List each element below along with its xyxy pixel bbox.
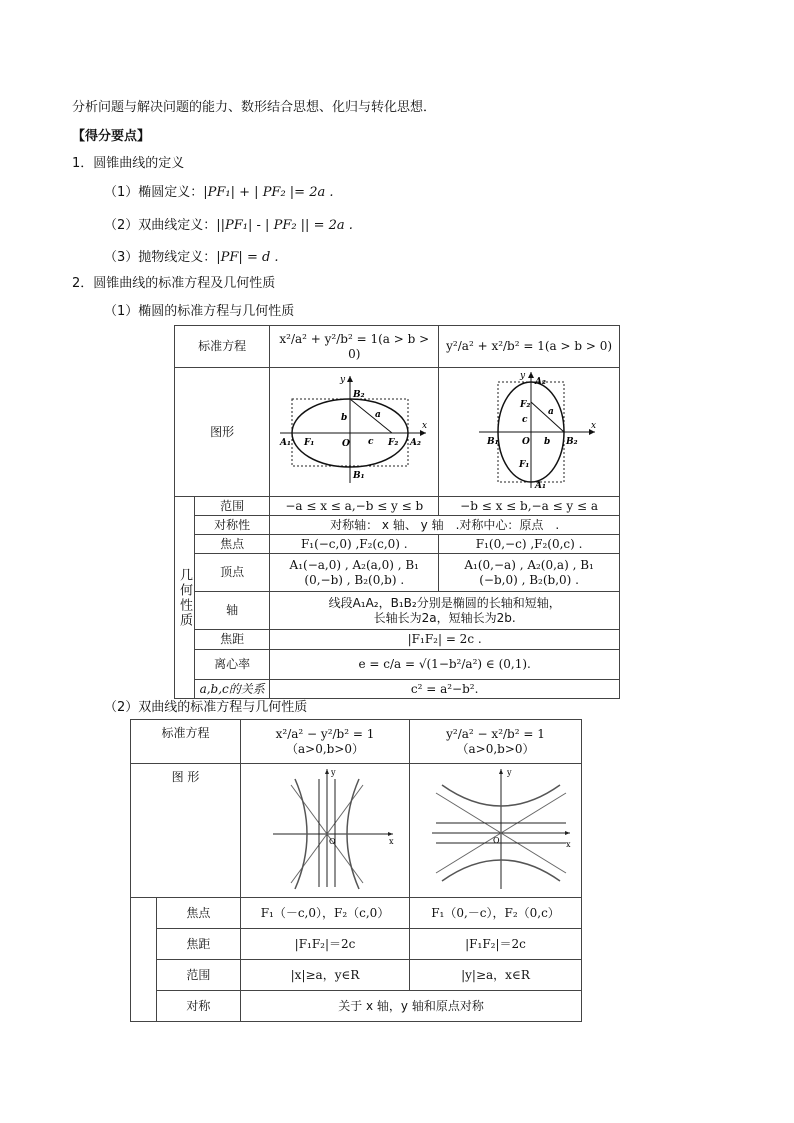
svg-text:y: y: [506, 767, 512, 777]
hyperbola-geo-blank: [131, 898, 157, 1022]
hyp-range-vertical: |y|≥a，x∈R: [410, 960, 582, 991]
hyperbola-definition-formula: ||PF₁| - | PF₂ || = 2a .: [216, 218, 353, 233]
svg-text:a: a: [548, 407, 554, 417]
svg-text:c: c: [522, 415, 528, 425]
svg-text:x: x: [565, 839, 571, 849]
hyperbola-graph-vertical-cell: [410, 764, 582, 898]
hyperbola-vertical-graph: [414, 765, 578, 893]
ellipse-subtitle: （1）椭圆的标准方程与几何性质: [104, 304, 295, 319]
ellipse-graph-horizontal-cell: [270, 368, 439, 497]
ellipse-eq-vertical: y²/a² + x²/b² = 1(a > b > 0): [439, 326, 620, 368]
row-eccentricity-label: 离心率: [195, 650, 270, 680]
row-focus-label: 焦点: [195, 535, 270, 554]
row-abc-label: a,b,c的关系: [195, 680, 270, 699]
section2-title: 2．圆锥曲线的标准方程及几何性质: [72, 276, 276, 291]
hyp-focal-distance-horizontal: |F₁F₂|＝2c: [241, 929, 410, 960]
focus-horizontal: F₁(−c,0) ,F₂(c,0) .: [270, 535, 439, 554]
svg-text:x: x: [591, 421, 597, 431]
ellipse-table: [174, 325, 620, 699]
abc-relation-value: c² = a²−b².: [270, 680, 620, 699]
ellipse-horizontal-graph: [274, 370, 434, 490]
svg-text:B₁: B₁: [353, 471, 365, 481]
row-vertex-label: 顶点: [195, 554, 270, 592]
row-focal-distance-label: 焦距: [195, 630, 270, 650]
hyp-row-focal-distance-label: 焦距: [156, 929, 240, 960]
parabola-definition-formula: |PF| = d .: [216, 250, 279, 265]
svg-text:y: y: [340, 375, 346, 385]
svg-text:c: c: [368, 437, 374, 447]
range-horizontal: −a ≤ x ≤ a,−b ≤ y ≤ b: [270, 497, 439, 516]
hyp-focus-vertical: F₁（0,－c），F₂（0,c）: [410, 898, 582, 929]
svg-text:x: x: [389, 836, 394, 846]
svg-text:x: x: [422, 421, 428, 431]
svg-text:b: b: [341, 413, 348, 423]
hyp-range-horizontal: |x|≥a，y∈R: [241, 960, 410, 991]
svg-text:y: y: [331, 767, 336, 777]
svg-text:O: O: [492, 835, 500, 845]
axis-value: 线段A₁A₂，B₁B₂分别是椭圆的长轴和短轴， 长轴长为2a，短轴长为2b.: [270, 592, 620, 630]
range-vertical: −b ≤ x ≤ b,−a ≤ y ≤ a: [439, 497, 620, 516]
hyperbola-graph-header: 图 形: [131, 764, 241, 898]
hyperbola-horizontal-graph: [245, 765, 405, 893]
ellipse-definition: （1）椭圆定义：|PF₁| + | PF₂ |= 2a .: [104, 185, 334, 200]
svg-text:y: y: [520, 371, 526, 381]
row-axis-label: 轴: [195, 592, 270, 630]
svg-text:F₁: F₁: [519, 460, 530, 470]
svg-text:A₂: A₂: [410, 438, 422, 448]
svg-text:A₁: A₁: [280, 438, 292, 448]
geometric-properties-label: 几何性质: [175, 497, 195, 699]
ellipse-std-header: 标准方程: [175, 326, 270, 368]
eccentricity-value: e = c/a = √(1−b²/a²) ∈ (0,1).: [270, 650, 620, 680]
row-symmetry-label: 对称性: [195, 516, 270, 535]
focal-distance-value: |F₁F₂| = 2c .: [270, 630, 620, 650]
vertex-horizontal: A₁(−a,0) , A₂(a,0) , B₁ (0,−b) , B₂(0,b) .: [270, 554, 439, 592]
ellipse-vertical-graph: [449, 368, 609, 492]
svg-text:F₂: F₂: [388, 438, 399, 448]
ellipse-eq-horizontal: x²/a² + y²/b² = 1(a > b > 0): [270, 326, 439, 368]
ellipse-graph-header: 图形: [175, 368, 270, 497]
intro-line: 分析问题与解决问题的能力、数形结合思想、化归与转化思想．: [72, 100, 437, 115]
hyperbola-eq-vertical: y²/a² − x²/b² = 1（a>0,b>0）: [410, 720, 582, 764]
parabola-definition: （3）抛物线定义：|PF| = d .: [104, 250, 279, 265]
hyp-row-symmetry-label: 对称: [156, 991, 240, 1022]
svg-text:A₂: A₂: [535, 377, 547, 387]
hyperbola-std-header: 标准方程: [131, 720, 241, 764]
row-range-label: 范围: [195, 497, 270, 516]
svg-text:O: O: [329, 836, 336, 846]
hyp-row-range-label: 范围: [156, 960, 240, 991]
hyperbola-subtitle: （2）双曲线的标准方程与几何性质: [104, 700, 308, 715]
svg-text:A₁: A₁: [535, 481, 547, 491]
section1-title: 1．圆锥曲线的定义: [72, 156, 185, 171]
svg-text:B₂: B₂: [566, 437, 578, 447]
svg-text:B₂: B₂: [353, 390, 365, 400]
hyperbola-definition: （2）双曲线定义：||PF₁| - | PF₂ || = 2a .: [104, 218, 353, 233]
hyperbola-graph-horizontal-cell: [241, 764, 410, 898]
symmetry-value: 对称轴： x 轴、 y 轴 .对称中心：原点 .: [270, 516, 620, 535]
ellipse-graph-vertical-cell: [439, 368, 620, 497]
hyp-focal-distance-vertical: |F₁F₂|＝2c: [410, 929, 582, 960]
focus-vertical: F₁(0,−c) ,F₂(0,c) .: [439, 535, 620, 554]
hyperbola-table: [130, 719, 582, 1022]
key-points-header: 【得分要点】: [72, 129, 151, 144]
svg-text:b: b: [544, 437, 551, 447]
svg-text:O: O: [522, 437, 530, 447]
hyp-row-focus-label: 焦点: [156, 898, 240, 929]
svg-text:F₁: F₁: [304, 438, 315, 448]
ellipse-definition-formula: |PF₁| + | PF₂ |= 2a .: [203, 185, 334, 200]
svg-text:B₁: B₁: [487, 437, 499, 447]
svg-text:a: a: [375, 410, 382, 420]
hyperbola-eq-horizontal: x²/a² − y²/b² = 1（a>0,b>0）: [241, 720, 410, 764]
vertex-vertical: A₁(0,−a) , A₂(0,a) , B₁ (−b,0) , B₂(b,0) .: [439, 554, 620, 592]
hyp-focus-horizontal: F₁（－c,0），F₂（c,0）: [241, 898, 410, 929]
hyp-symmetry-value: 关于 x 轴，y 轴和原点对称: [241, 991, 582, 1022]
svg-text:O: O: [342, 439, 351, 449]
svg-text:F₂: F₂: [520, 400, 531, 410]
